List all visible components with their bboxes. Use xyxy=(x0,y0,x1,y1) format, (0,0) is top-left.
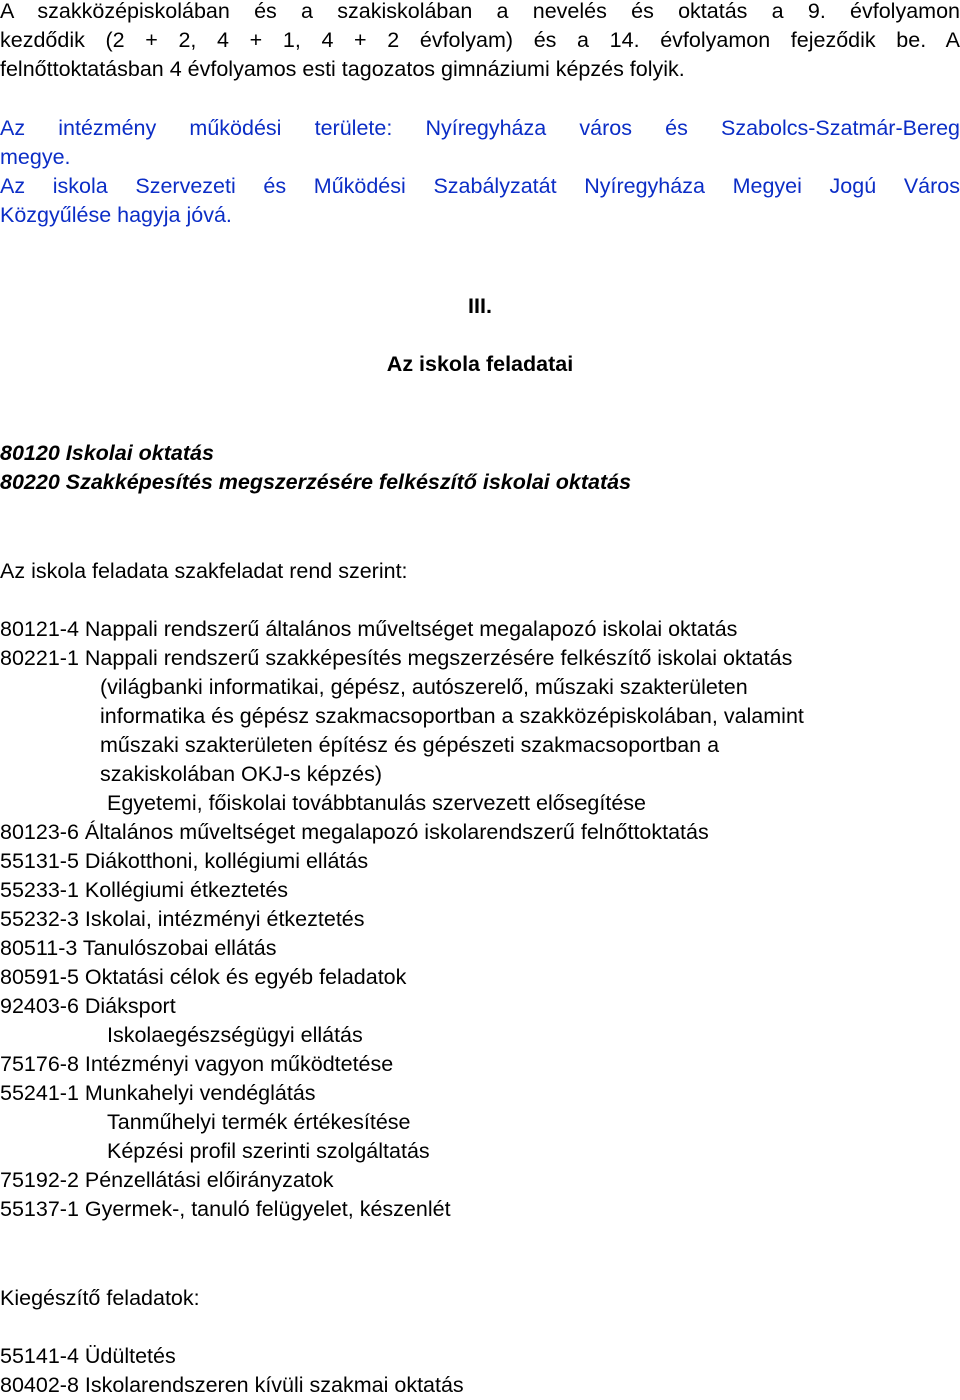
task-item: 55241-1 Munkahelyi vendéglátás xyxy=(0,1081,316,1105)
task-item-detail: Tanműhelyi termék értékesítése xyxy=(107,1110,411,1134)
operating-area-line-1: Az intézmény működési területe: Nyíregyháza város és Szabolcs-Szatmár-Bereg xyxy=(0,116,960,140)
main-task-2: 80220 Szakképesítés megszerzésére felkészítő iskolai oktatás xyxy=(0,470,632,494)
task-item-detail: szakiskolában OKJ-s képzés) xyxy=(100,762,382,786)
intro-line-1: A szakközépiskolában és a szakiskolában a nevelés és oktatás a 9. évfolyamon xyxy=(0,0,960,23)
operating-area-line-2: megye. xyxy=(0,145,71,169)
section-title: Az iskola feladatai xyxy=(386,352,574,376)
task-item: 55232-3 Iskolai, intézményi étkeztetés xyxy=(0,907,365,931)
main-task-1: 80120 Iskolai oktatás xyxy=(0,441,214,465)
task-item: 80121-4 Nappali rendszerű általános műveltséget megalapozó iskolai oktatás xyxy=(0,617,738,641)
supplementary-item: 55141-4 Üdültetés xyxy=(0,1344,176,1368)
task-item: 55131-5 Diákotthoni, kollégiumi ellátás xyxy=(0,849,369,873)
task-item: 55233-1 Kollégiumi étkeztetés xyxy=(0,878,289,902)
szmsz-line-1: Az iskola Szervezeti és Működési Szabályzatát Nyíregyháza Megyei Jogú Város xyxy=(0,174,960,198)
task-item: 80511-3 Tanulószobai ellátás xyxy=(0,936,277,960)
supplementary-title: Kiegészítő feladatok: xyxy=(0,1286,200,1310)
task-item: 80221-1 Nappali rendszerű szakképesítés megszerzésére felkészítő iskolai oktatás xyxy=(0,646,793,670)
task-item: 75192-2 Pénzellátási előirányzatok xyxy=(0,1168,334,1192)
task-item: 55137-1 Gyermek-, tanuló felügyelet, készenlét xyxy=(0,1197,451,1221)
task-item-detail: Egyetemi, főiskolai továbbtanulás szervezett elősegítése xyxy=(107,791,646,815)
section-number: III. xyxy=(468,294,492,318)
task-item-detail: (világbanki informatikai, gépész, autószerelő, műszaki szakterületen xyxy=(100,675,748,699)
task-item-detail: műszaki szakterületen építész és gépészeti szakmacsoportban a xyxy=(100,733,720,757)
intro-line-3: felnőttoktatásban 4 évfolyamos esti tagozatos gimnáziumi képzés folyik. xyxy=(0,57,685,81)
task-item: 75176-8 Intézményi vagyon működtetése xyxy=(0,1052,394,1076)
task-item: 92403-6 Diáksport xyxy=(0,994,176,1018)
szmsz-line-2: Közgyűlése hagyja jóvá. xyxy=(0,203,232,227)
task-item: 80591-5 Oktatási célok és egyéb feladatok xyxy=(0,965,407,989)
task-item-detail: Képzési profil szerinti szolgáltatás xyxy=(107,1139,430,1163)
task-list-subtitle: Az iskola feladata szakfeladat rend szerint: xyxy=(0,559,408,583)
task-item: 80123-6 Általános műveltséget megalapozó iskolarendszerű felnőttoktatás xyxy=(0,820,709,844)
intro-line-2: kezdődik (2 + 2, 4 + 1, 4 + 2 évfolyam) és a 14. évfolyamon fejeződik be. A xyxy=(0,28,960,52)
supplementary-item: 80402-8 Iskolarendszeren kívüli szakmai oktatás xyxy=(0,1373,464,1397)
task-item-detail: informatika és gépész szakmacsoportban a szakközépiskolában, valamint xyxy=(100,704,804,728)
task-item-detail: Iskolaegészségügyi ellátás xyxy=(107,1023,363,1047)
